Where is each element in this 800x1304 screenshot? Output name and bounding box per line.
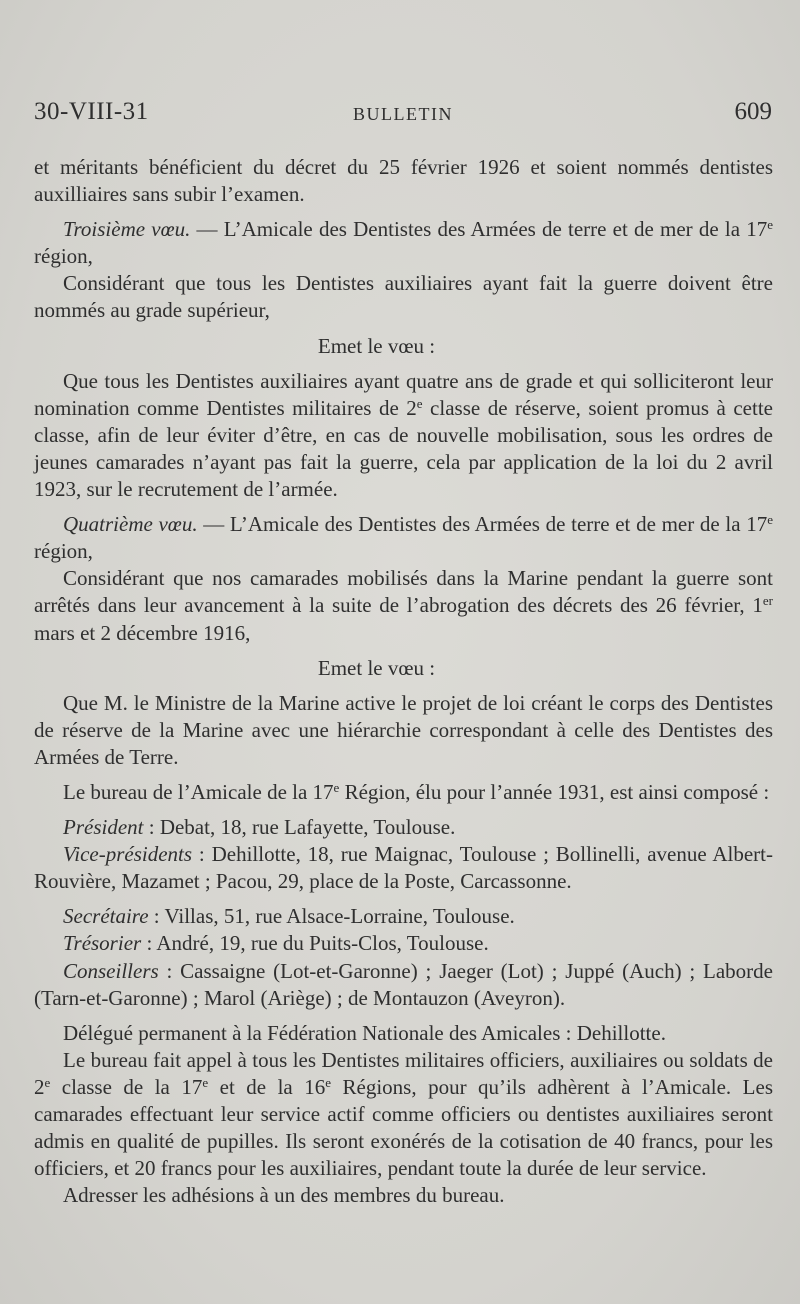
label-president: Président — [63, 815, 144, 840]
paragraph-considerant-1: Considérant que tous les Dentistes auxiliaires ayant fait la guerre doivent être nommés au grade supérieur, — [34, 271, 773, 323]
page-number: 609 — [734, 98, 772, 125]
paragraph-decree-continuation: et méritants bénéficient du décret du 25 février 1926 et soient nommés dentistes auxilliaires sans subir l’examen. — [34, 155, 773, 207]
paragraph-emet-voeu-1: Emet le vœu : — [317, 333, 436, 358]
paragraph-adhesions: Adresser les adhésions à un des membres du bureau. — [63, 1183, 505, 1208]
paragraph-delegue: Délégué permanent à la Fédération Nationale des Amicales : Dehillotte. — [63, 1020, 666, 1045]
label-tresorier: Trésorier — [63, 931, 142, 956]
paragraph-president: Président : Debat, 18, rue Lafayette, Toulouse. — [63, 815, 456, 840]
label-conseillers: Conseillers — [63, 958, 159, 983]
page-body — [34, 154, 773, 1209]
paragraph-appel: Le bureau fait appel à tous les Dentistes militaires officiers, auxiliaires ou soldats de 2e classe de la 17e et de la 16e Régions, pour qu’ils adhèrent à l’Amicale. Les camarades effectuant leur service actif comme officiers ou dentistes auxiliaires seront admis en qualité de pupilles. Ils seront exonérés de la cotisation de 40 francs, pour les officiers, et 20 francs pour les auxiliaires, pendant toute la durée de leur service. — [34, 1047, 773, 1181]
paragraph-conseillers: Conseillers : Cassaigne (Lot-et-Garonne) ; Jaeger (Lot) ; Juppé (Auch) ; Laborde (Tarn-et-Garonne) ; Marol (Ariège) ; de Montauzon (Aveyron). — [34, 958, 773, 1010]
paragraph-secretaire: Secrétaire : Villas, 51, rue Alsace-Lorraine, Toulouse. — [63, 904, 515, 929]
running-header — [34, 96, 772, 136]
paragraph-bureau-composition: Le bureau de l’Amicale de la 17e Région, élu pour l’année 1931, est ainsi composé : — [63, 779, 770, 804]
bulletin-title: BULLETIN — [353, 104, 453, 124]
paragraph-vice-presidents: Vice-présidents : Dehillotte, 18, rue Maignac, Toulouse ; Bollinelli, avenue Albert-Rouvière, Mazamet ; Pacou, 29, place de la Poste, Carcassonne. — [34, 842, 773, 894]
heading-troisieme-voeu: Troisième vœu. — [63, 217, 191, 242]
paragraph-troisieme-voeu: Troisième vœu. — L’Amicale des Dentistes des Armées de terre et de mer de la 17e région, — [34, 217, 774, 269]
paragraph-voeu-4-text: Que M. le Ministre de la Marine active le projet de loi créant le corps des Dentistes de réserve de la Marine avec une hiérarchie correspondant à celle des Dentistes des Armées de Terre. — [34, 690, 773, 769]
paragraph-tresorier: Trésorier : André, 19, rue du Puits-Clos, Toulouse. — [63, 931, 489, 956]
label-secretaire: Secrétaire — [63, 904, 149, 929]
issue-date: 30-VIII-31 — [34, 98, 149, 125]
heading-quatrieme-voeu: Quatrième vœu. — [63, 512, 198, 537]
label-vice-presidents: Vice-présidents — [63, 842, 193, 867]
paragraph-considerant-2: Considérant que nos camarades mobilisés dans la Marine pendant la guerre sont arrêtés dans leur avancement à la suite de l’abrogation des décrets des 26 février, 1er mars et 2 décembre 1916, — [34, 566, 773, 645]
paragraph-emet-voeu-2: Emet le vœu : — [317, 655, 436, 680]
paragraph-quatrieme-voeu: Quatrième vœu. — L’Amicale des Dentistes des Armées de terre et de mer de la 17e région, — [34, 511, 773, 564]
paragraph-voeu-3-text: Que tous les Dentistes auxiliaires ayant quatre ans de grade et qui solliciteront leur nomination comme Dentistes militaires de 2e classe de réserve, soient promus à cette classe, afin de leur éviter d’être, en cas de nouvelle mobilisation, sous les ordres de jeunes camarades n’ayant pas fait la guerre, cela par application de la loi du 2 avril 1923, sur le recrutement de l’armée. — [34, 368, 773, 502]
